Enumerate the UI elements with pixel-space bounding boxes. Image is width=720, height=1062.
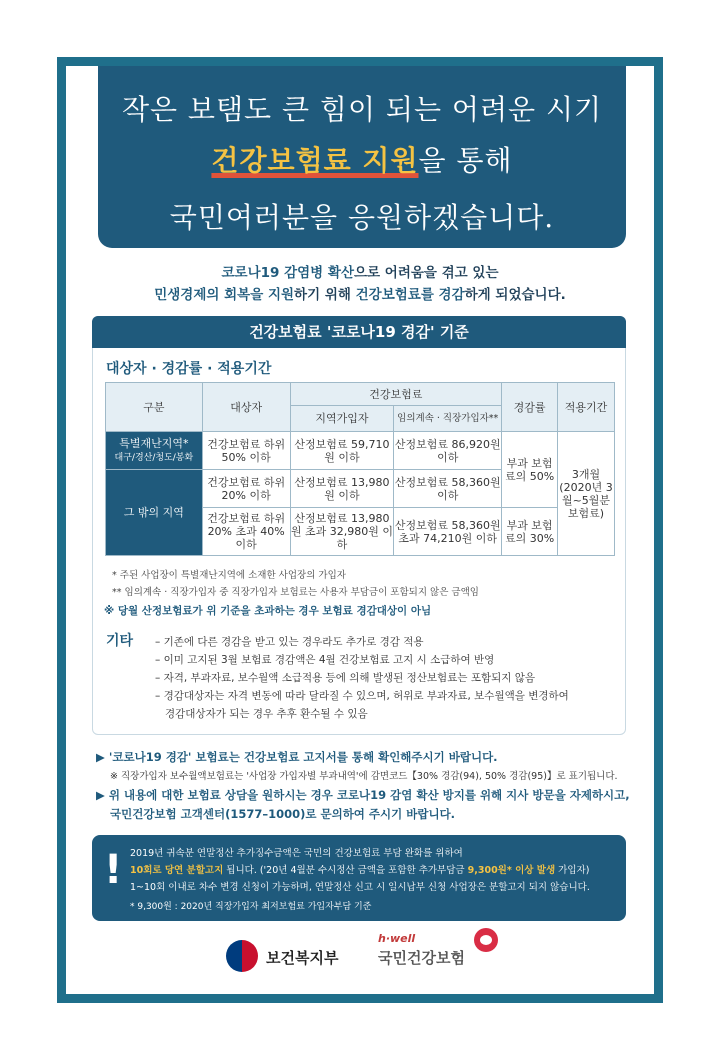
- alert-line-2: [130, 862, 589, 876]
- intro-text: [80, 262, 640, 306]
- headline-banner: [98, 66, 626, 248]
- special-zone-label: 특별재난지역*: [119, 436, 189, 450]
- etc-item-3: – 자격, 부과자료, 보수월액 소급적용 등에 의해 발생된 정산보험료는 포함되지 않음: [155, 672, 536, 684]
- header-gubun: 구분: [106, 383, 203, 432]
- criteria-box-title: 건강보험료 '코로나19 경감' 기준: [92, 316, 626, 348]
- intro-emphasis-2: 민생경제의 회복을 지원: [154, 287, 295, 303]
- header-rate: 경감률: [502, 383, 558, 432]
- etc-item-5: 경감대상자가 되는 경우 추후 환수될 수 있음: [165, 708, 368, 720]
- exclamation-icon: !: [104, 847, 123, 893]
- intro-text-2: 하기 위해: [294, 287, 356, 303]
- etc-item-2: – 이미 고지된 3월 보험료 경감액은 4월 건강보험료 고지 시 소급하여 반영: [155, 654, 495, 666]
- cell-rate-50: 부과 보험료의 50%: [502, 432, 558, 508]
- notice-2-cont: 국민건강보험 고객센터(1577–1000)로 문의하여 주시기 바랍니다.: [110, 807, 456, 821]
- row-other-zone: 그 밖의 지역: [106, 470, 203, 556]
- mohw-logo-icon: [226, 940, 258, 972]
- headline-line-1: 작은 보탬도 큰 힘이 되는 어려운 시기: [121, 93, 603, 126]
- header-target: 대상자: [202, 383, 290, 432]
- cell-target: 건강보험료 하위 20% 이하: [202, 470, 290, 508]
- headline-line-2-rest: 을 통해: [418, 144, 513, 177]
- alert-line-1: 2019년 귀속분 연말정산 추가징수금액은 국민의 건강보험료 부담 완화를 위하여: [130, 848, 463, 859]
- header-regional: 지역가입자: [290, 406, 394, 432]
- intro-emphasis-1: 코로나19 감염병 확산: [221, 265, 354, 281]
- etc-label: 기타: [106, 633, 134, 649]
- header-workplace: 임의계속 · 직장가입자**: [394, 406, 502, 432]
- row-special-zone: [106, 432, 203, 470]
- cell-workplace: 산정보험료 58,360원 이하: [394, 470, 502, 508]
- notice-1-sub: ※ 직장가입자 보수월액보험료는 '사업장 가입자별 부과내역'에 감면코드【30% 경감(94), 50% 경감(95)】로 표기됩니다.: [110, 771, 618, 782]
- cell-target: 건강보험료 하위 50% 이하: [202, 432, 290, 470]
- intro-text-3: 하게 되었습니다.: [464, 287, 566, 303]
- alert-line-2-end: 가입자): [555, 865, 590, 876]
- criteria-table: [105, 382, 615, 556]
- cell-target: 건강보험료 하위 20% 초과 40% 이하: [202, 508, 290, 556]
- headline-line-2: [98, 139, 626, 179]
- cell-regional: 산정보험료 13,980원 이하: [290, 470, 394, 508]
- headline-line-3: 국민여러분을 응원하겠습니다.: [169, 201, 555, 234]
- notice-section: [96, 748, 636, 824]
- criteria-subheading: 대상자 · 경감률 · 적용기간: [106, 361, 272, 377]
- nhis-logo-subtext: h·well: [378, 932, 416, 945]
- alert-line-3: 1~10회 이내로 차수 변경 신청이 가능하며, 연말정산 신고 시 일시납부 신청 사업장은 분할고지 되지 않습니다.: [130, 882, 590, 893]
- notice-1: ▶ '코로나19 경감' 보험료는 건강보험료 고지서를 통해 확인해주시기 바랍니다.: [96, 750, 498, 764]
- alert-highlight-2: 9,300원* 이상 발생: [467, 865, 556, 876]
- header-period: 적용기간: [558, 383, 615, 432]
- cell-workplace: 산정보험료 58,360원 초과 74,210원 이하: [394, 508, 502, 556]
- nhis-logo-text: 국민건강보험: [378, 949, 465, 967]
- mohw-logo-text: 보건복지부: [266, 949, 339, 967]
- headline-highlight: 건강보험료 지원: [211, 144, 419, 177]
- intro-emphasis-3: 건강보험료를 경감: [355, 287, 465, 303]
- footnote-3: ※ 당월 산정보험료가 위 기준을 초과하는 경우 보험료 경감대상이 아님: [104, 605, 432, 617]
- special-zone-regions: 대구/경산/청도/봉화: [114, 452, 194, 463]
- cell-rate-30: 부과 보험료의 30%: [502, 508, 558, 556]
- notice-2: ▶ 위 내용에 대한 보험료 상담을 원하시는 경우 코로나19 감염 확산 방지를 위해 지사 방문을 자제하시고,: [96, 788, 630, 802]
- installment-alert-box: [92, 835, 626, 921]
- etc-item-4: – 경감대상자는 자격 변동에 따라 달라질 수 있으며, 허위로 부과자료, 보수월액을 변경하여: [155, 690, 569, 702]
- header-premium: 건강보험료: [290, 383, 502, 406]
- intro-text-1: 으로 어려움을 겪고 있는: [354, 265, 499, 281]
- etc-item-1: – 기존에 다른 경감을 받고 있는 경우라도 추가로 경감 적용: [155, 636, 424, 648]
- cell-workplace: 산정보험료 86,920원 이하: [394, 432, 502, 470]
- alert-line-2-mid: 됩니다. ('20년 4월분 수시정산 금액을 포함한 추가부담금: [223, 865, 468, 876]
- cell-regional: 산정보험료 59,710원 이하: [290, 432, 394, 470]
- heart-icon: [474, 928, 498, 952]
- alert-line-4: * 9,300원 : 2020년 직장가입자 최저보험료 가입자부담 기준: [130, 902, 372, 912]
- alert-highlight-1: 10회로 당연 분할고지: [130, 865, 224, 876]
- footnote-1: * 주된 사업장이 특별재난지역에 소재한 사업장의 가입자: [112, 570, 346, 581]
- footnote-2: ** 임의계속 · 직장가입자 중 직장가입자 보험료는 사용자 부담금이 포함되지 않은 금액임: [112, 587, 479, 598]
- cell-regional: 산정보험료 13,980원 초과 32,980원 이하: [290, 508, 394, 556]
- cell-period: 3개월 (2020년 3월~5월분 보험료): [558, 432, 615, 556]
